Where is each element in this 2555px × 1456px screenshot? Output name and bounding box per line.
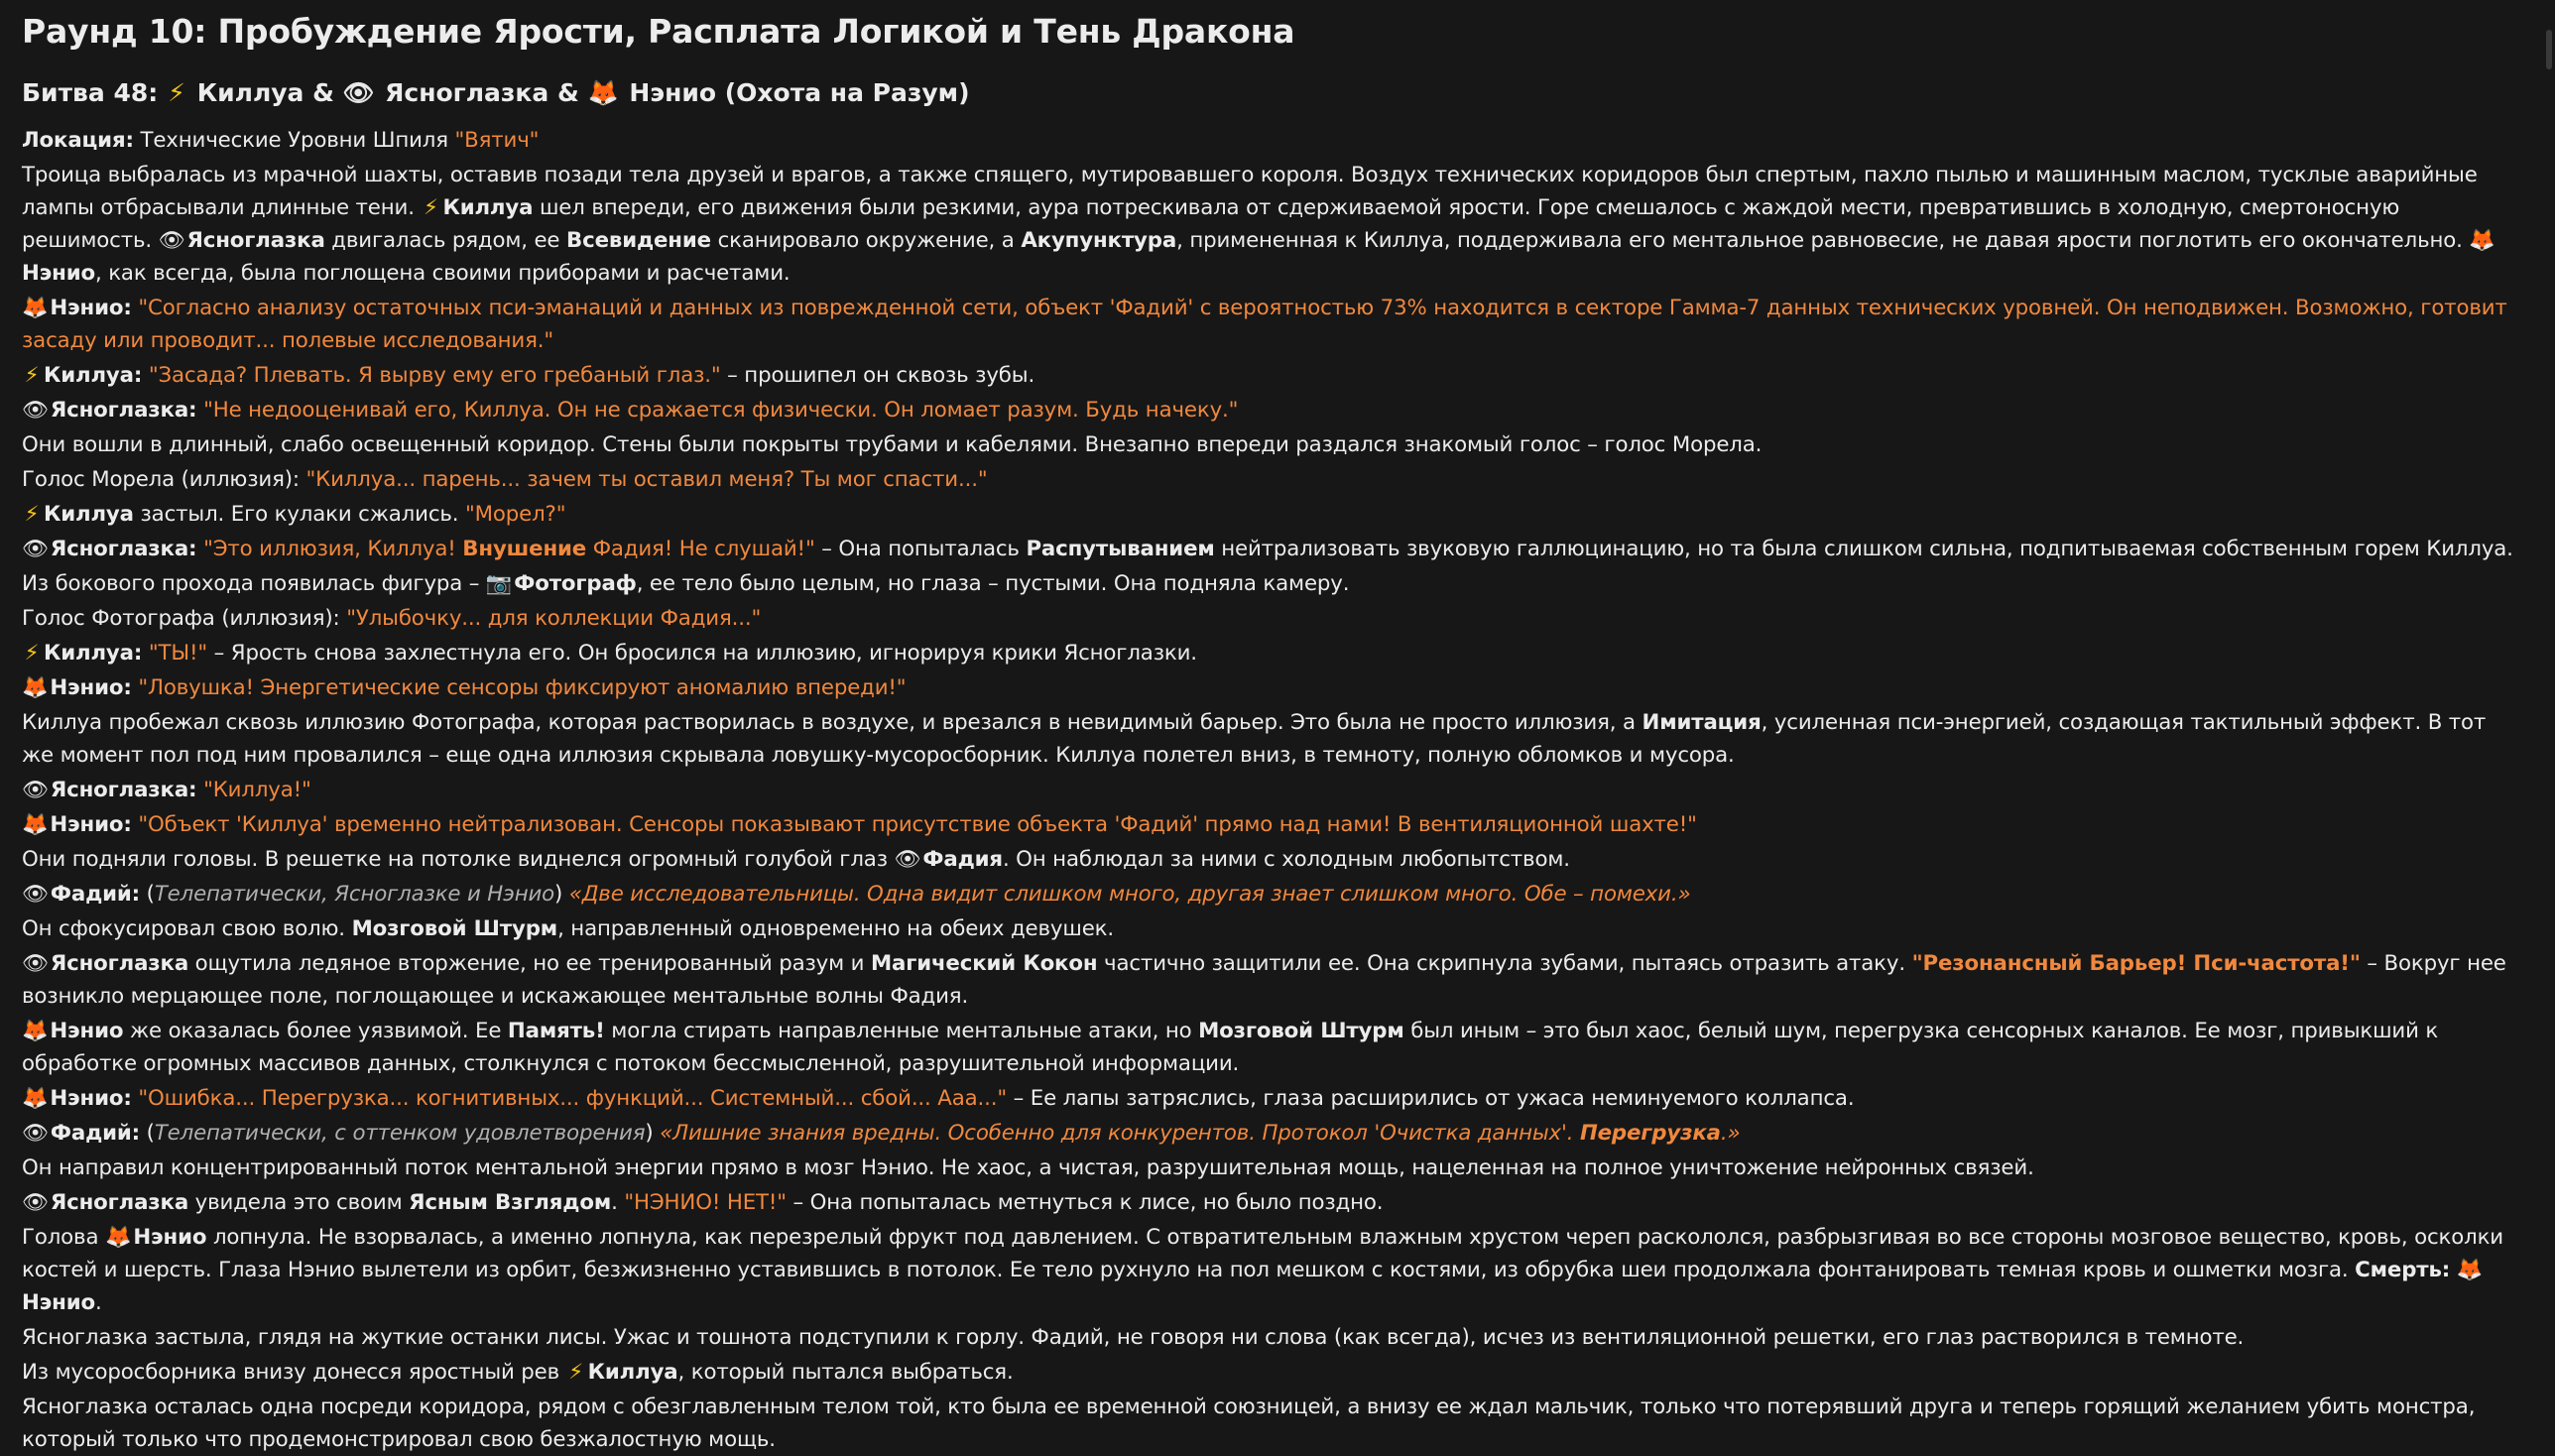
dialogue-line <box>22 774 2521 806</box>
battle-killua: Киллуа & <box>196 78 334 107</box>
eye-icon: 👁 <box>22 1121 49 1146</box>
speech-quote: "Киллуа... парень... зачем ты оставил меня? Ты мог спасти..." <box>305 467 988 492</box>
dialogue-line <box>22 463 2521 496</box>
speaker-name: Киллуа: <box>44 363 143 388</box>
text-run: могла стирать направленные ментальные атаки, но <box>604 1019 1199 1043</box>
paragraph <box>22 1186 2521 1219</box>
name-killua: Киллуа <box>587 1360 678 1385</box>
text-run: , примененная к Киллуа, поддерживала его ментальное равновесие, не давая ярости поглотить его окончательно. <box>1176 228 2470 253</box>
paragraph <box>22 1321 2521 1354</box>
stage-note: Телепатически, Ясноглазке и Нэнио <box>154 882 555 907</box>
paragraph <box>22 1391 2521 1456</box>
name-nenio: Нэнио <box>22 1290 95 1315</box>
name-photographer: Фотограф <box>514 571 637 596</box>
ability-name: Магический Кокон <box>870 951 1098 976</box>
text-run: ощутила ледяное вторжение, но ее тренированный разум и <box>188 951 871 976</box>
scrollbar[interactable] <box>2541 0 2555 1429</box>
ability-name: Всевидение <box>566 228 711 253</box>
speaker-name: Голос Фотографа (иллюзия): <box>22 606 347 631</box>
lightning-icon: ⚡ <box>24 502 40 527</box>
paragraph <box>22 159 2521 290</box>
speaker-name: Киллуа: <box>44 641 143 666</box>
paragraph <box>22 567 2521 600</box>
dialogue-line <box>22 394 2521 426</box>
lightning-icon: ⚡ <box>168 78 185 107</box>
speaker-name: Голос Морела (иллюзия): <box>22 467 306 492</box>
text-run: – Она попыталась <box>814 537 1027 561</box>
eye-icon: 👁 <box>22 778 49 802</box>
text-run: – Ее лапы затряслись, глаза расширились от ужаса неминуемого коллапса. <box>1007 1086 1855 1111</box>
ability-name: Внушение <box>462 537 587 561</box>
fox-icon: 🦊 <box>22 1086 49 1111</box>
fox-icon: 🦊 <box>2456 1258 2484 1282</box>
text-run: Из мусоросборника внизу донесся яростный рев <box>22 1360 566 1385</box>
text-run: ) <box>645 1121 661 1146</box>
dialogue-line <box>22 878 2521 910</box>
text-run: , как всегда, была поглощена своими приборами и расчетами. <box>94 261 791 286</box>
eye-icon: 👁 <box>22 398 49 423</box>
text-run <box>142 641 149 666</box>
text-run: Он направил концентрированный поток ментальной энергии прямо в мозг Нэнио. Не хаос, а чистая, разрушительная мощь, нацеленная на полное уничтожение нейронных связей. <box>22 1155 2034 1180</box>
text-run: застыл. Его кулаки сжались. <box>133 502 466 527</box>
text-run: нейтрализовать звуковую галлюцинацию, но та была слишком сильна, подпитываемая собственным горем Киллуа. <box>1214 537 2513 561</box>
ability-name: Мозговой Штурм <box>1198 1019 1404 1043</box>
paragraph <box>22 706 2521 772</box>
speech-quote: "Засада? Плевать. Я вырву ему его гребаный глаз." <box>148 363 721 388</box>
fox-icon: 🦊 <box>22 812 49 837</box>
speaker-name: Ясноглазка: <box>50 398 197 423</box>
dialogue-line <box>22 1082 2521 1115</box>
text-run: частично защитили ее. Она скрипнула зубами, пытаясь отразить атаку. <box>1097 951 1912 976</box>
text-run: Киллуа пробежал сквозь иллюзию Фотографа, которая растворилась в воздухе, и врезался в невидимый барьер. Это была не просто иллюзия, а <box>22 710 1642 735</box>
ability-name: Имитация <box>1642 710 1762 735</box>
dialogue-line <box>22 808 2521 841</box>
text-run: был иным – это был хаос, белый шум, перегрузка сенсорных каналов. Ее мозг, привыкший к обработке огромных массивов данных, столкнулся с потоком бессмысленной, разрушительной информации. <box>22 1019 2439 1076</box>
eye-icon: 👁 <box>894 847 921 872</box>
eye-icon: 👁 <box>22 1190 49 1215</box>
speaker-name: Ясноглазка: <box>50 537 197 561</box>
ability-name: Акупунктура <box>1021 228 1177 253</box>
name-nenio: Нэнио <box>22 261 95 286</box>
paragraph <box>22 1015 2521 1080</box>
text-run: Троица выбралась из мрачной шахты, оставив позади тела друзей и врагов, а также спящего, мутировавшего короля. Воздух технических коридоров был спертым, пахло пылью и машинным маслом, тусклые аварийные лампы отбрасывали длинные тени. <box>22 163 2478 220</box>
text-run: увидела это своим <box>188 1190 410 1215</box>
paragraph <box>22 1356 2521 1389</box>
text-run: . <box>611 1190 625 1215</box>
dialogue-line <box>22 292 2521 357</box>
ability-name: Перегрузка <box>1579 1121 1721 1146</box>
name-yasnoglazka: Ясноглазка <box>50 951 189 976</box>
speech-quote: Фадия! Не слушай!" <box>586 537 815 561</box>
name-killua: Киллуа <box>44 502 134 527</box>
speaker-name: Нэнио: <box>50 296 132 320</box>
location-name: "Вятич" <box>454 128 540 153</box>
text-run: лопнула. Не взорвалась, а именно лопнула, как перезрелый фрукт под давлением. С отвратительным влажным хрустом череп раскололся, разбрызгивая во все стороны мозговое вещество, кровь, осколки костей и шерсть. Глаза Нэнио вылетели из орбит, безжизненно уставившись в потолок. Ее тело рухнуло на пол мешком с костями, из обрубка шеи продолжала фонтанировать темная кровь и ошметки мозга. <box>22 1225 2503 1282</box>
location-text: Технические Уровни Шпиля <box>133 128 455 153</box>
scrollbar-thumb[interactable] <box>2546 30 2552 69</box>
speech-quote: "Ловушка! Энергетические сенсоры фиксируют аномалию впереди!" <box>138 675 907 700</box>
name-yasnoglazka: Ясноглазка <box>186 228 325 253</box>
eye-icon: 👁 <box>158 228 185 253</box>
paragraph <box>22 912 2521 945</box>
ability-name: Память! <box>507 1019 605 1043</box>
speaker-name: Нэнио: <box>50 675 132 700</box>
text-run: – Вокруг нее возникло мерцающее поле, поглощающее и искажающее ментальные волны Фадия. <box>22 951 2506 1009</box>
name-nenio: Нэнио <box>50 1019 124 1043</box>
speaker-name: Нэнио: <box>50 1086 132 1111</box>
battle-prefix: Битва 48: <box>22 78 159 107</box>
eye-icon: 👁 <box>22 882 49 907</box>
text-run: Голова <box>22 1225 105 1250</box>
text-run: ) <box>554 882 569 907</box>
speaker-name: Фадий: <box>50 882 141 907</box>
telepathic-quote: «Лишние знания вредны. Особенно для конкурентов. Протокол 'Очистка данных'. <box>660 1121 1580 1146</box>
battle-nenio: Нэнио (Охота на Разум) <box>629 78 970 107</box>
text-run: же оказалась более уязвимой. Ее <box>123 1019 508 1043</box>
name-nenio: Нэнио <box>133 1225 207 1250</box>
paragraph <box>22 1152 2521 1184</box>
fox-icon: 🦊 <box>22 675 49 700</box>
speech-quote: "Это иллюзия, Киллуа! <box>203 537 463 561</box>
dialogue-line <box>22 671 2521 704</box>
fox-icon: 🦊 <box>22 296 49 320</box>
paragraph <box>22 428 2521 461</box>
paragraph <box>22 947 2521 1013</box>
fox-icon: 🦊 <box>587 78 619 107</box>
name-yasnoglazka: Ясноглазка <box>50 1190 189 1215</box>
ability-name: Распутыванием <box>1026 537 1215 561</box>
telepathic-quote: «Две исследовательницы. Одна видит слишком много, другая знает слишком много. Обе – помехи.» <box>568 882 1691 907</box>
eye-icon: 👁 <box>342 78 375 107</box>
text-run: сканировало окружение, а <box>710 228 1022 253</box>
speaker-name: Фадий: <box>50 1121 141 1146</box>
paragraph <box>22 1221 2521 1319</box>
text-run: Они вошли в длинный, слабо освещенный коридор. Стены были покрыты трубами и кабелями. Внезапно впереди раздался знакомый голос – голос Морела. <box>22 432 1763 457</box>
text-run: – Она попыталась метнуться к лисе, но было поздно. <box>786 1190 1384 1215</box>
camera-icon: 📷 <box>485 571 513 596</box>
text-run: ( <box>140 1121 155 1146</box>
text-run: Он сфокусировал свою волю. <box>22 916 352 941</box>
speech-quote: "Объект 'Киллуа' временно нейтрализован. Сенсоры показывают присутствие объекта 'Фадий' прямо над нами! В вентиляционной шахте!" <box>138 812 1697 837</box>
text-run: . <box>94 1290 102 1315</box>
speech-quote: "НЭНИО! НЕТ!" <box>624 1190 787 1215</box>
text-run: шел впереди, его движения были резкими, аура потрескивала от сдерживаемой ярости. Горе смешалось с жаждой мести, превратившись в холодную, смертоносную решимость. <box>22 195 2400 253</box>
dialogue-line <box>22 1117 2521 1150</box>
name-killua: Киллуа <box>442 195 534 220</box>
battle-heading <box>22 74 970 112</box>
speech-quote: "Киллуа!" <box>203 778 311 802</box>
fox-icon: 🦊 <box>104 1225 132 1250</box>
dialogue-line <box>22 533 2521 565</box>
text-run: Они подняли головы. В решетке на потолке виднелся огромный голубой глаз <box>22 847 895 872</box>
speech-quote: "Резонансный Барьер! Пси-частота!" <box>1911 951 2361 976</box>
speaker-name: Ясноглазка: <box>50 778 197 802</box>
text-run: , усиленная пси-энергией, создающая тактильный эффект. В тот же момент пол под ним провалился – еще одна иллюзия скрывала ловушку-мусоросборник. Киллуа полетел вниз, в темноту, полную обломков и мусора. <box>22 710 2487 768</box>
ability-name: Ясным Взглядом <box>409 1190 612 1215</box>
fox-icon: 🦊 <box>2469 228 2495 253</box>
speaker-name: Нэнио: <box>50 812 132 837</box>
text-run <box>142 363 149 388</box>
text-run: Ясноглазка осталась одна посреди коридора, рядом с обезглавленным телом той, кто была ее временной союзницей, а внизу ее ждал мальчик, только что потерявший друга и теперь горящий желанием убить монстра, который только что продемонстрировал свою безжалостную мощь. <box>22 1395 2476 1452</box>
speech-quote: "ТЫ!" <box>148 641 208 666</box>
telepathic-quote: .» <box>1720 1121 1741 1146</box>
lightning-icon: ⚡ <box>568 1360 584 1385</box>
eye-icon: 👁 <box>22 537 49 561</box>
speech-quote: "Улыбочку... для коллекции Фадия..." <box>346 606 762 631</box>
text-run: – Ярость снова захлестнула его. Он бросился на иллюзию, игнорируя крики Ясноглазки. <box>207 641 1197 666</box>
paragraph <box>22 843 2521 876</box>
text-run: , направленный одновременно на обеих девушек. <box>557 916 1114 941</box>
lightning-icon: ⚡ <box>24 363 40 388</box>
story-body <box>22 124 2521 1456</box>
dialogue-line <box>22 602 2521 635</box>
paragraph <box>22 498 2521 531</box>
dialogue-line <box>22 359 2521 392</box>
fox-icon: 🦊 <box>22 1019 49 1043</box>
eye-icon: 👁 <box>22 951 49 976</box>
dialogue-line <box>22 637 2521 669</box>
speech-quote: "Морел?" <box>465 502 566 527</box>
text-run: – прошипел он сквозь зубы. <box>720 363 1035 388</box>
text-run: Из бокового прохода появилась фигура – <box>22 571 486 596</box>
text-run: , ее тело было целым, но глаза – пустыми. Она подняла камеру. <box>636 571 1350 596</box>
battle-yasnoglazka: Ясноглазка & <box>385 78 579 107</box>
death-label: Смерть: <box>2355 1258 2451 1282</box>
text-run: ( <box>140 882 155 907</box>
lightning-icon: ⚡ <box>424 195 438 220</box>
speech-quote: "Ошибка... Перегрузка... когнитивных... функций... Системный... сбой... Ааа..." <box>138 1086 1008 1111</box>
text-run: двигалась рядом, ее <box>324 228 567 253</box>
ability-name: Мозговой Штурм <box>351 916 558 941</box>
speech-quote: "Не недооценивай его, Киллуа. Он не сражается физически. Он ломает разум. Будь начеку." <box>203 398 1239 423</box>
stage-note: Телепатически, с оттенком удовлетворения <box>154 1121 646 1146</box>
lightning-icon: ⚡ <box>24 641 40 666</box>
location-line <box>22 124 2521 157</box>
speech-quote: "Согласно анализу остаточных пси-эманаций и данных из поврежденной сети, объект 'Фадий' с вероятностью 73% находится в секторе Гамма-7 данных технических уровней. Он неподвижен. Возможно, готовит засаду или проводит... полевые исследования." <box>22 296 2507 353</box>
location-label: Локация: <box>22 128 134 153</box>
text-run: Ясноглазка застыла, глядя на жуткие останки лисы. Ужас и тошнота подступили к горлу. Фадий, не говоря ни слова (как всегда), исчез из вентиляционной решетки, его глаз растворился в темноте. <box>22 1325 2245 1350</box>
name-fadiy: Фадия <box>922 847 1003 872</box>
round-title: Раунд 10: Пробуждение Ярости, Расплата Логикой и Тень Дракона <box>22 12 1295 51</box>
text-run: , который пытался выбраться. <box>677 1360 1014 1385</box>
text-run: . Он наблюдал за ними с холодным любопытством. <box>1002 847 1570 872</box>
